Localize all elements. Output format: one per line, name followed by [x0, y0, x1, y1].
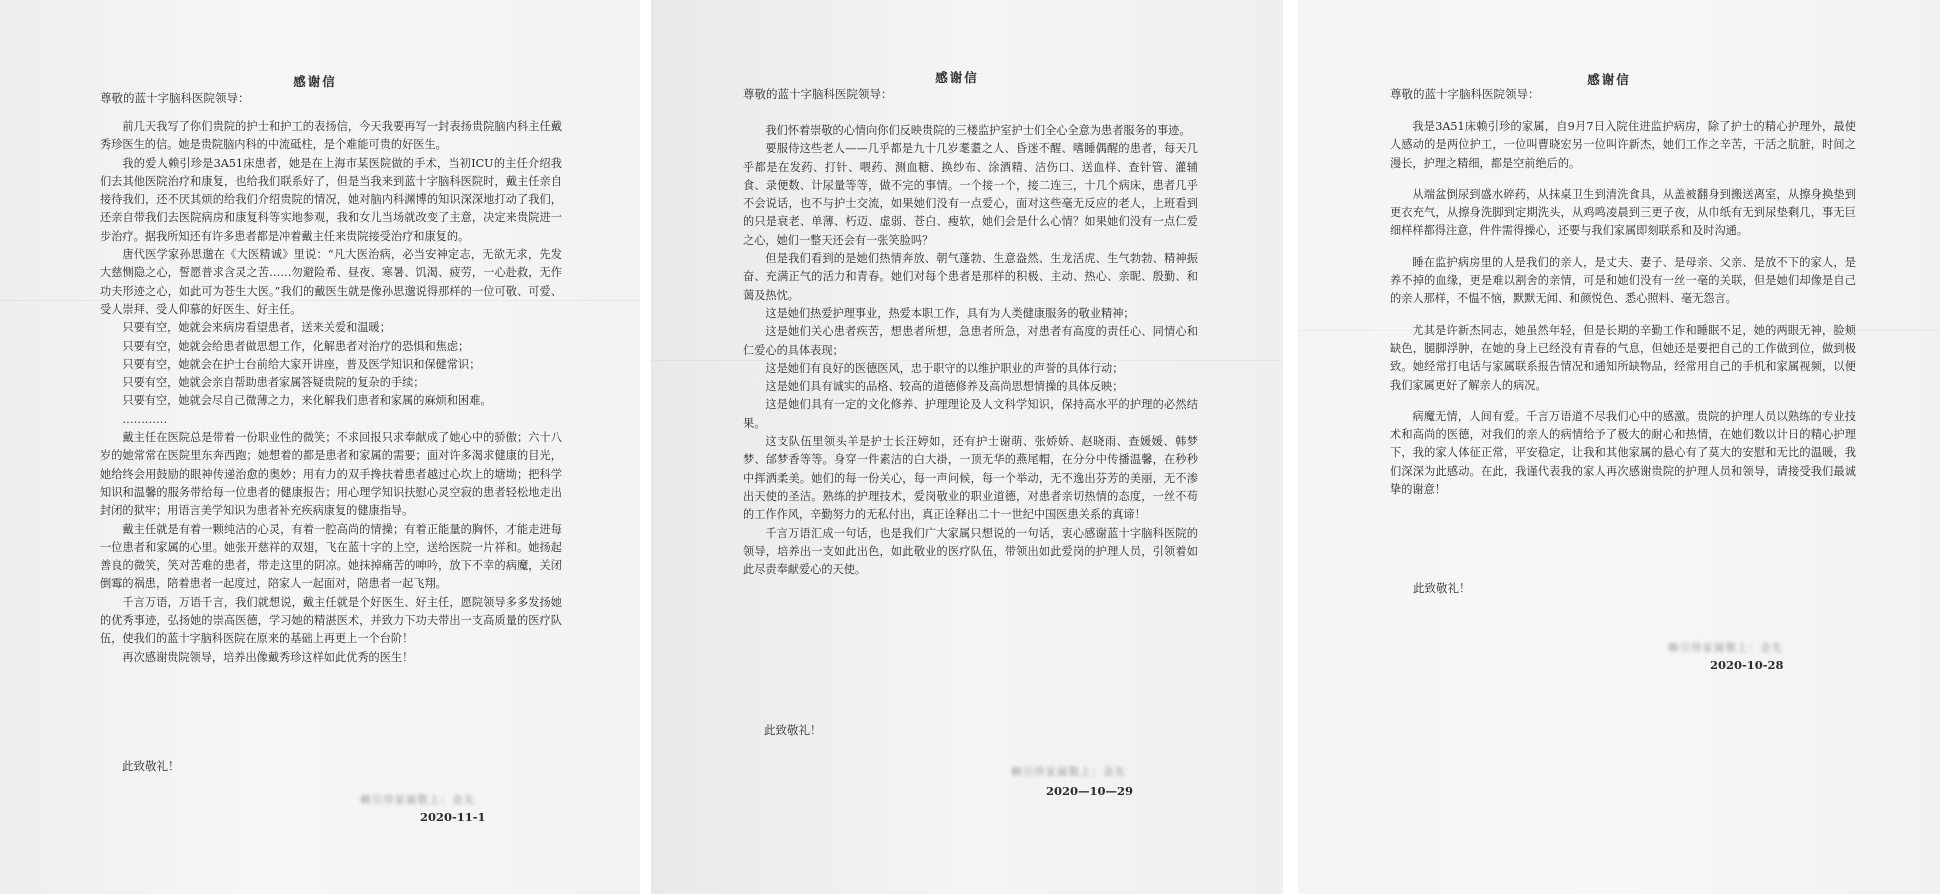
paragraph: 只要有空，她就会亲自帮助患者家属答疑贵院的复杂的手续； — [122, 376, 425, 390]
letter-body — [743, 122, 1198, 579]
letter-date: 2020-10-28 — [1710, 658, 1784, 672]
closing: 此致敬礼！ — [764, 723, 822, 737]
signature-blurred: 赖引珍家属敬上：金先 — [360, 794, 475, 806]
paragraph: 千言万语汇成一句话，也是我们广大家属只想说的一句话，衷心感谢蓝十字脑科医院的领导，培养出一支如此出色，如此敬业的医疗队伍，带领出如此爱岗的护理人员，引领着如此尽责奉献爱心的天使。 — [743, 526, 1198, 577]
paragraph: 戴主任就是有着一颗纯洁的心灵，有着一腔高尚的情操；有着正能量的胸怀，才能走进每一位患者和家属的心里。她张开慈祥的双翅，飞在蓝十字的上空，送给医院一片祥和。她扬起善良的微笑，笑对苦难的患者，带走这里的阴凉。她抹掉痛苦的呻吟，放下不幸的病魔，关闭倒霉的祸患，陪着患者一起度过，陪家人一起面对，陪患者一起飞翔。 — [100, 522, 562, 591]
letter-page-3 — [1298, 0, 1940, 894]
paragraph: 唐代医学家孙思邈在《大医精诚》里说：“凡大医治病，必当安神定志，无欲无求，先发大慈恻隐之心，誓愿普求含灵之苦……勿避险希、昼夜、寒暑、饥渴、疲劳，一心赴救，无作功夫形迹之心，如此可为苍生大医。”我们的戴医生就是像孙思邈说得那样的一位可敬、可爱、受人崇拜、受人仰慕的好医生、好主任。 — [100, 248, 562, 316]
paragraph: 只要有空，她就会在护士台前给大家开讲座，普及医学知识和保健常识； — [122, 357, 481, 371]
salutation: 尊敬的蓝十字脑科医院领导： — [743, 87, 893, 101]
paragraph: 病魔无情，人间有爱。千言万语道不尽我们心中的感激。贵院的护理人员以熟练的专业技术和高尚的医德，对我们的亲人的病情给予了极大的耐心和热情，在她们数以计日的精心护理下，我的家人体征正常，平安稳定，让我和其他家属的悬心有了莫大的安慰和无比的温暖，我们深深为此感动。在此，我谨代表我的家人再次感谢贵院的护理人员和领导，请接受我们最诚挚的谢意！ — [1390, 409, 1856, 497]
paragraph: 但是我们看到的是她们热情奔放、朝气蓬勃、生意盎然、生龙活虎、生气勃勃、精神振奋、充满正气的活力和青春。她们对每个患者是那样的积极、主动、热心、亲昵、殷勤、和蔼及热忱。 — [743, 252, 1198, 302]
paragraph: 这支队伍里领头羊是护士长汪婷如，还有护士谢萌、张娇娇、赵晓雨、查媛媛、韩梦梦、邰梦香等等。身穿一件素洁的白大褂，一顶无华的燕尾帽，在分分中传播温馨，在秒秒中挥洒柔美。她们的每一份关心，每一声问候，每一个举动，无不逸出芬芳的美丽，无不渗出天使的圣洁。熟练的护理技术，爱岗敬业的职业道德，对患者亲切热情的态度，一丝不苟的工作作风，辛勤努力的无私付出，真正诠释出二十一世纪中国医患关系的真谛！ — [743, 435, 1198, 522]
signature-blurred: 赖引珍家属敬上：金先 — [1668, 642, 1783, 654]
letter-date: 2020-11-1 — [420, 810, 486, 824]
letter-page-1 — [0, 0, 640, 894]
paragraph: 睡在监护病房里的人是我们的亲人，是丈夫、妻子、是母亲、父亲、是放不下的家人，是养不掉的血缘，更是难以割舍的亲情，可是和她们没有一丝一毫的关联，但是她们却像是自己的亲人那样，不愠不恼，默默无闻、和颜悦色、悉心照料、毫无怨言。 — [1390, 255, 1856, 306]
paragraph: 这是她们具有诚实的品格、较高的道德修养及高尚思想情操的具体反映； — [765, 380, 1124, 394]
letter-title: 感谢信 — [1587, 72, 1631, 87]
closing: 此致敬礼！ — [122, 759, 180, 773]
paragraph: 千言万语，万语千言，我们就想说，戴主任就是个好医生、好主任，愿院领导多多发扬她的优秀事迹，弘扬她的崇高医德，学习她的精湛医术，并致力下功夫带出一支高质量的医疗队伍，使我们的蓝十字脑科医院在原来的基础上再更上一个台阶！ — [100, 595, 562, 646]
paragraph: 尤其是许新杰同志，她虽然年轻，但是长期的辛勤工作和睡眠不足，她的两眼无神，脸颊缺色，腿脚浮肿，在她的身上已经没有青春的气息，但她还是要把自己的工作做到位，做到极致。她经常打电话与家属联系报告情况和通知所缺物品，经常用自己的手机和家属视频，以便我们家属更好了解亲人的病况。 — [1390, 323, 1856, 392]
paragraph: 这是她们具有一定的文化修养、护理理论及人文科学知识，保持高水平的护理的必然结果。 — [743, 398, 1198, 430]
paragraph: 这是她们热爱护理事业，热爱本职工作，具有为人类健康服务的敬业精神； — [765, 306, 1135, 320]
salutation: 尊敬的蓝十字脑科医院领导： — [100, 91, 250, 105]
letter-page-2 — [651, 0, 1283, 894]
salutation: 尊敬的蓝十字脑科医院领导： — [1390, 87, 1540, 101]
signature-blurred: 赖引珍家属敬上：金先 — [1011, 766, 1126, 778]
paragraph: 从端盆倒尿到盛水碎药，从抹桌卫生到清洗食具，从盖被翻身到搬送离室，从擦身换垫到更衣充气，从擦身洗脚到定期洗头，从鸡鸣凌晨到三更子夜，从巾纸有无到尿垫剩几，事无巨细样样都得注意，件件需得操心，还要与我们家属即刻联系和及时沟通。 — [1390, 187, 1856, 238]
paragraph: 要服侍这些老人——几乎都是九十几岁耄耋之人、昏迷不醒、嗜睡偶醒的患者，每天几乎都是在发药、打针、喂药、测血糖、换纱布、涂酒精、洁伤口、送血样、查针管、灌辅食、录便数、计尿量等等，做不完的事情。一个接一个，接二连三，十几个病床，患者几乎不会说话，也不与护士交流，如果她们没有一点爱心，面对这些毫无反应的老人，上班看到的只是衰老、单薄、朽迈、虚弱、苍白、瘦软，她们会是什么心情？如果她们没有一点仁爱之心，她们一整天还会有一张笑脸吗？ — [743, 142, 1198, 247]
letter-title: 感谢信 — [293, 74, 337, 89]
paragraph: 只要有空，她就会给患者做思想工作，化解患者对治疗的恐惧和焦虑； — [122, 339, 470, 353]
paragraph: 我是3A51床赖引珍的家属，自9月7日入院住进监护病房，除了护士的精心护理外，最使人感动的是两位护工，一位叫曹晓宏另一位叫许新杰，她们工作之辛苦，干活之肮脏，时间之漫长，护理之精细，都是空前绝后的。 — [1390, 120, 1856, 170]
paragraph: 我的爱人赖引珍是3A51床患者，她是在上海市某医院做的手术，当初ICU的主任介绍我们去其他医院治疗和康复，也给我们联系好了，但是当我来到蓝十字脑科医院时，戴主任亲自接待我们，还不厌其烦的给我们介绍贵院的情况，她对脑内科渊博的知识深深地打动了我们，还亲自带我们去医院病房和康复科等实地参观，我和女儿当场就改变了主意，决定来贵院进一步治疗。据我所知还有许多患者都是冲着戴主任来贵院接受治疗和康复的。 — [100, 156, 562, 243]
paragraph: 再次感谢贵院领导，培养出像戴秀珍这样如此优秀的医生！ — [122, 650, 414, 664]
paragraph: 这是她们关心患者疾苦，想患者所想，急患者所急，对患者有高度的责任心、同情心和仁爱心的具体表现； — [743, 325, 1198, 357]
letter-body — [100, 118, 562, 667]
paragraph: ………… — [122, 412, 168, 426]
paragraph: 我们怀着崇敬的心情向你们反映贵院的三楼监护室护士们全心全意为患者服务的事迹。 — [765, 124, 1191, 137]
letter-title: 感谢信 — [935, 70, 979, 85]
paragraph: 只要有空，她就会来病房看望患者，送来关爱和温暖； — [122, 321, 391, 335]
letter-date: 2020—10—29 — [1046, 784, 1134, 798]
paragraph: 这是她们有良好的医德医风，忠于职守的以维护职业的声誉的具体行动； — [765, 361, 1124, 375]
closing: 此致敬礼！ — [1413, 581, 1471, 595]
paragraph: 前几天我写了你们贵院的护士和护工的表扬信，今天我要再写一封表扬贵院脑内科主任戴秀珍医生的信。她是贵院脑内科的中流砥柱，是个难能可贵的好医生。 — [100, 120, 562, 152]
paragraph: 只要有空，她就会尽自己微薄之力，来化解我们患者和家属的麻烦和困难。 — [122, 394, 492, 408]
letter-body — [1390, 118, 1856, 499]
paragraph: 戴主任在医院总是带着一份职业性的微笑；不求回报只求奉献成了她心中的骄傲；六十八岁的她常常在医院里东奔西跑；她想着的都是患者和家属的需要；面对许多渴求健康的目光，她给终会用鼓励的眼神传递治愈的奥妙；用有力的双手搀扶着患者越过心坎上的塘坳；把科学知识和温馨的服务带给每一位患者的健康报告；用心理学知识扶慰心灵空寂的患者轻松地走出封闭的狱牢；用语言美学知识为患者补充疾病康复的健康指导。 — [100, 431, 562, 518]
